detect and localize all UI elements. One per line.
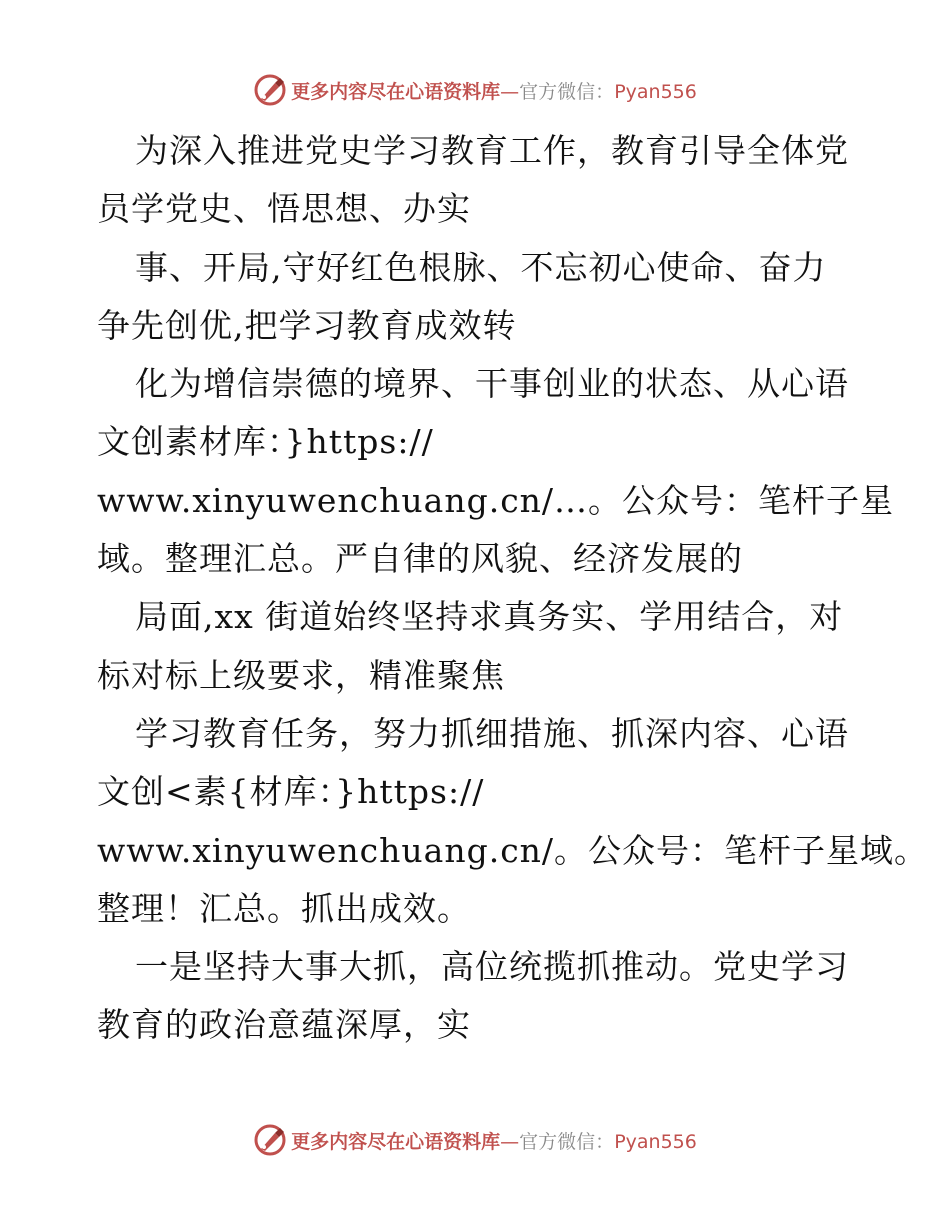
header-banner-text: [291, 77, 697, 104]
body-line-6: 文创素材库：}https://: [97, 422, 434, 462]
header-banner: [0, 70, 950, 110]
footer-banner: [0, 1120, 950, 1160]
body-line-3: 事、开局,守好红色根脉、不忘初心使命、奋力: [135, 247, 827, 287]
footer-dash: —: [500, 1130, 520, 1153]
pen-logo-icon: [253, 1123, 287, 1157]
body-line-8: 域。整理汇总。严自律的风貌、经济发展的: [97, 539, 743, 579]
body-line-15: 一是坚持大事大抓，高位统揽抓推动。党史学习: [135, 947, 849, 987]
header-wechat-label: 官方微信：: [519, 80, 615, 103]
body-line-7: www.xinyuwenchuang.cn/…。公众号：笔杆子星: [97, 480, 895, 520]
footer-banner-text: [291, 1127, 697, 1154]
header-site-text: 更多内容尽在心语资料库: [291, 80, 501, 103]
body-line-14: 整理！汇总。抓出成效。: [97, 888, 471, 928]
footer-wechat-id: Pyan556: [614, 1130, 697, 1153]
document-body: [97, 122, 929, 1055]
body-line-16: 教育的政治意蕴深厚，实: [97, 1005, 471, 1045]
body-line-2: 员学党史、悟思想、办实: [97, 189, 471, 229]
header-dash: —: [500, 80, 520, 103]
body-line-13: www.xinyuwenchuang.cn/。公众号：笔杆子星域。: [97, 830, 929, 870]
footer-site-text: 更多内容尽在心语资料库: [291, 1130, 501, 1153]
pen-logo-icon: [253, 73, 287, 107]
header-wechat-id: Pyan556: [614, 80, 697, 103]
body-line-5: 化为增信崇德的境界、干事创业的状态、从心语: [135, 364, 849, 404]
footer-wechat-label: 官方微信：: [519, 1130, 615, 1153]
body-line-11: 学习教育任务，努力抓细措施、抓深内容、心语: [135, 713, 849, 753]
body-line-12: 文创<素{材库：}https://: [97, 772, 485, 812]
body-line-9: 局面,xx 街道始终坚持求真务实、学用结合，对: [135, 597, 844, 637]
body-line-1: 为深入推进党史学习教育工作，教育引导全体党: [135, 131, 849, 170]
body-line-10: 标对标上级要求，精准聚焦: [97, 655, 505, 695]
body-line-4: 争先创优,把学习教育成效转: [97, 305, 517, 345]
